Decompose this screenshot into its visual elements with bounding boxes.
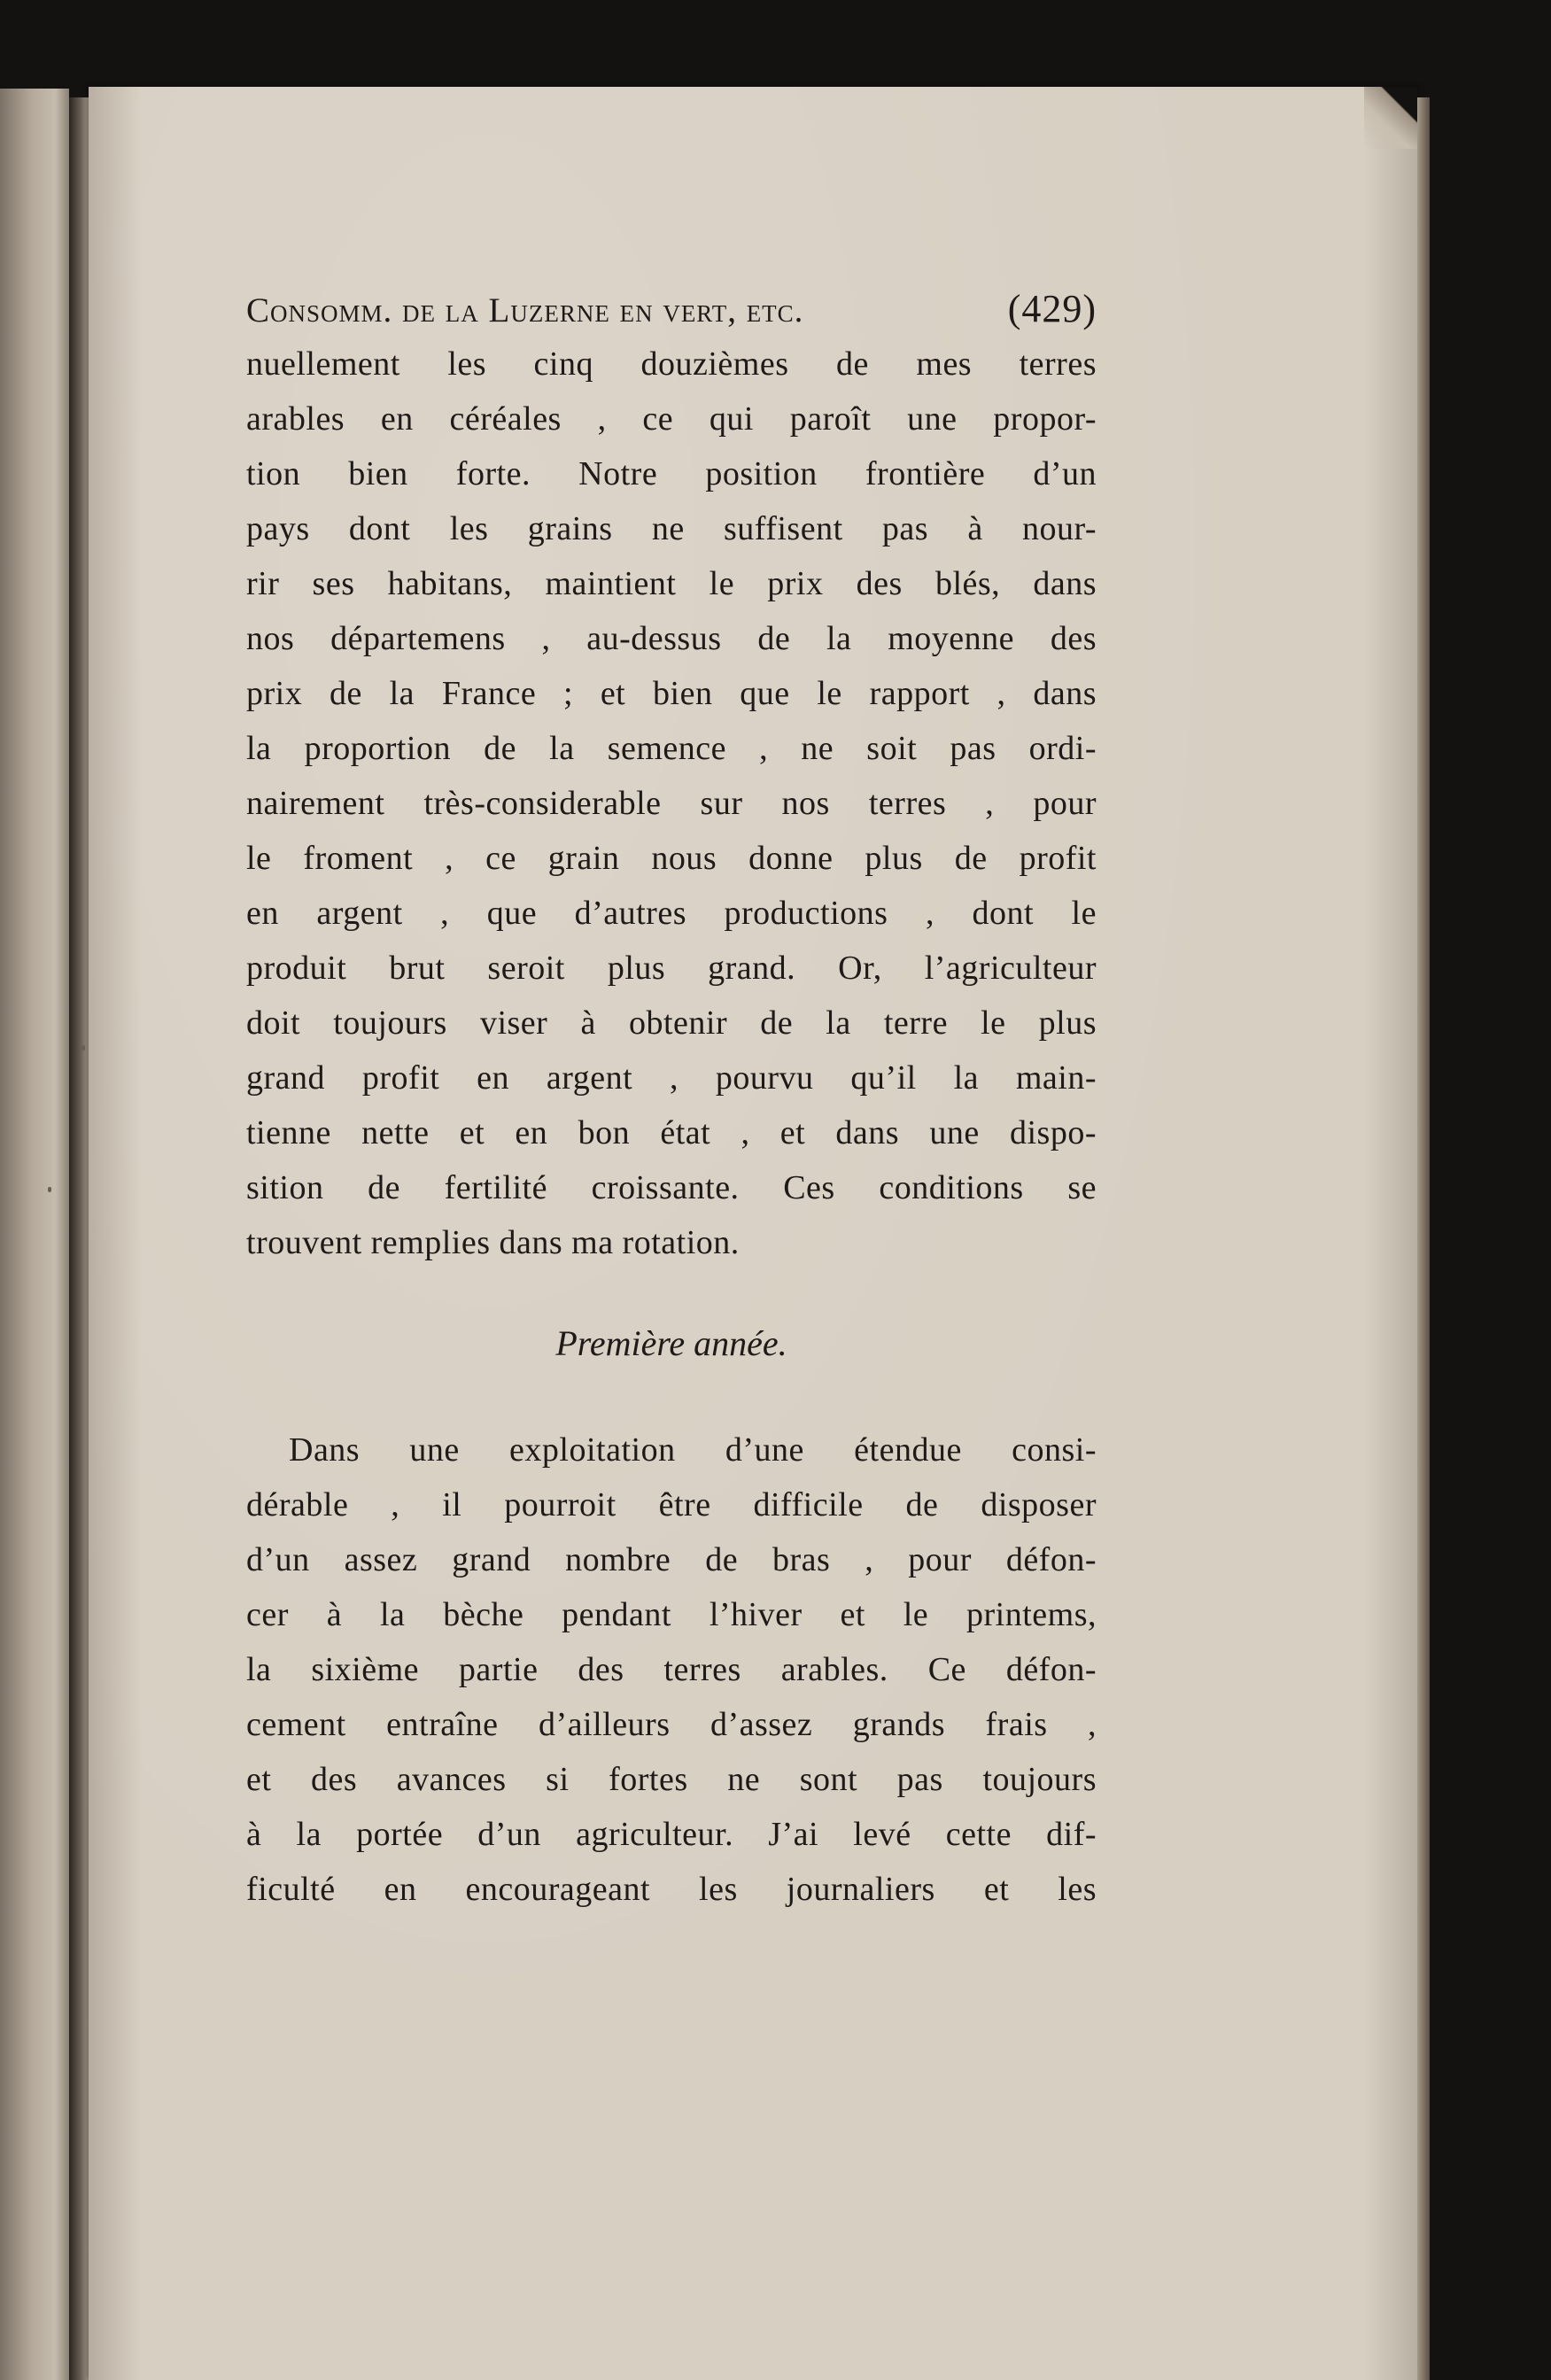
text-line: rir ses habitans, maintient le prix des blés, dans <box>246 565 1097 602</box>
text-line: trouvent remplies dans ma rotation. <box>246 1224 740 1261</box>
text-line: prix de la France ; et bien que le rapport , dans <box>246 675 1097 712</box>
text-line: d’un assez grand nombre de bras , pour défon- <box>246 1541 1097 1578</box>
folded-corner <box>1364 87 1417 149</box>
text-line: et des avances si fortes ne sont pas toujours <box>246 1761 1097 1798</box>
text-line: arables en céréales , ce qui paroît une propor- <box>246 400 1097 438</box>
paper-speck <box>81 1045 85 1050</box>
text-line: en argent , que d’autres productions , dont le <box>246 895 1097 932</box>
text-line: nos départemens , au-dessus de la moyenne des <box>246 620 1097 657</box>
text-line: sition de fertilité croissante. Ces conditions se <box>246 1169 1097 1206</box>
text-line: nuellement les cinq douzièmes de mes terres <box>246 345 1097 383</box>
text-line: produit brut seroit plus grand. Or, l’agriculteur <box>246 950 1097 987</box>
text-line: la sixième partie des terres arables. Ce défon- <box>246 1651 1097 1688</box>
paragraph-1 <box>246 337 1097 1270</box>
text-line: ficulté en encourageant les journaliers et les <box>246 1871 1097 1908</box>
text-line: pays dont les grains ne suffisent pas à nour- <box>246 510 1097 547</box>
facing-page-edge <box>0 89 69 2380</box>
text-line: tion bien forte. Notre position frontière d’un <box>246 455 1097 492</box>
text-line: la proportion de la semence , ne soit pas ordi- <box>246 730 1097 767</box>
book-gutter <box>69 97 89 2380</box>
text-line: grand profit en argent , pourvu qu’il la main- <box>246 1059 1097 1097</box>
paper-speck <box>48 1187 51 1192</box>
text-line: cer à la bèche pendant l’hiver et le printems, <box>246 1596 1097 1633</box>
section-heading: Première année. <box>555 1323 787 1363</box>
text-line: dérable , il pourroit être difficile de disposer <box>246 1486 1097 1523</box>
running-head <box>246 282 1097 337</box>
page-edge-right <box>1417 97 1430 2380</box>
text-line: à la portée d’un agriculteur. J’ai levé cette dif- <box>246 1816 1097 1853</box>
text-line: doit toujours viser à obtenir de la terre le plus <box>246 1004 1097 1042</box>
text-line: nairement très-considerable sur nos terres , pour <box>246 785 1097 822</box>
text-line: cement entraîne d’ailleurs d’assez grands frais , <box>246 1706 1097 1743</box>
text-line: Dans une exploitation d’une étendue consi- <box>289 1431 1097 1469</box>
page-text <box>246 282 1097 1917</box>
page-number: (429) <box>1007 287 1097 330</box>
text-line: tienne nette et en bon état , et dans une dispo- <box>246 1114 1097 1151</box>
running-head-title: Consomm. de la Luzerne en vert, etc. <box>246 291 804 329</box>
paragraph-2 <box>246 1423 1097 1917</box>
text-line: le froment , ce grain nous donne plus de profit <box>246 840 1097 877</box>
